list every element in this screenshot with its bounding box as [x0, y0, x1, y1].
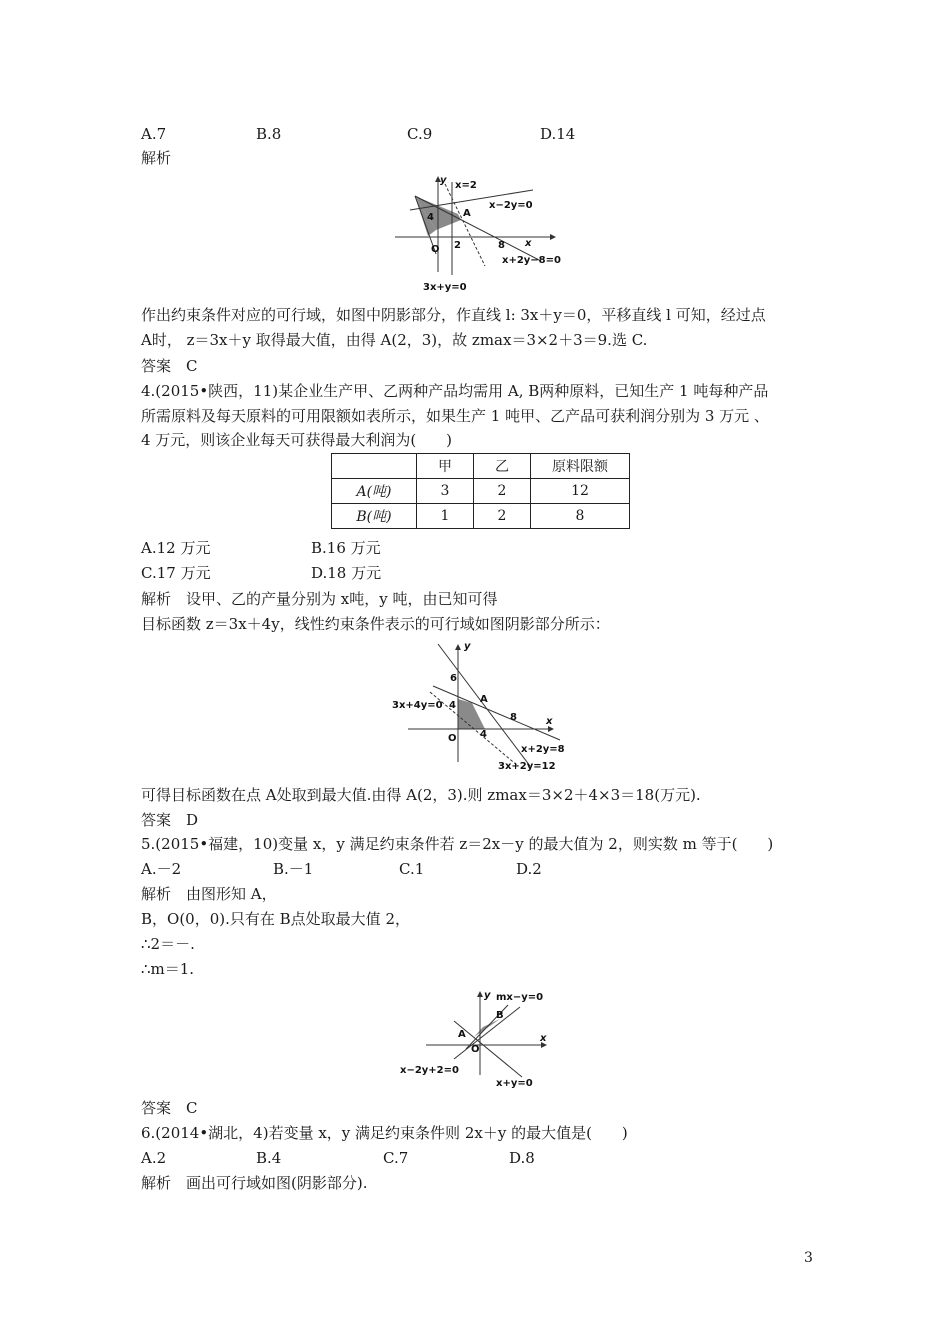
- q5-label-mxy0: mx−y=0: [496, 992, 544, 1003]
- q3-option-a: A.7: [141, 125, 167, 143]
- q5-label-o: O: [471, 1044, 480, 1055]
- table-header-cell: [332, 454, 417, 479]
- q3-label-x2y8: x+2y−8=0: [502, 255, 561, 266]
- q4-option-a: A.12 万元: [141, 539, 211, 557]
- q3-dashed-objective: [445, 184, 485, 266]
- q4-analysis-3: 可得目标函数在点 A处取到最大值.由得 A(2，3).则 zmax＝3×2＋4×3＝18(万元).: [141, 786, 701, 804]
- table-header-cell: 甲: [417, 454, 474, 479]
- table-header-cell: 乙: [474, 454, 531, 479]
- q6-option-a: A.2: [141, 1149, 167, 1167]
- q3-label-y: y: [440, 175, 447, 186]
- q5-analysis-4: ∴m＝1.: [141, 960, 195, 978]
- q3-figure: [385, 172, 575, 300]
- q3-label-o: O: [431, 244, 440, 255]
- table-row: [332, 454, 630, 479]
- q3-text-2: A时， z＝3x＋y 取得最大值，由得 A(2，3)，故 zmax＝3×2＋3＝9.选 C.: [141, 331, 648, 349]
- table-cell: B(吨): [332, 504, 417, 529]
- q5-answer: 答案 C: [141, 1099, 198, 1117]
- q5-label-a: A: [458, 1029, 466, 1040]
- table-row: [332, 479, 630, 504]
- q3-text-1: 作出约束条件对应的可行域，如图中阴影部分，作直线 l: 3x＋y＝0，平移直线 l 可知，经过点: [141, 306, 766, 324]
- q6-option-b: B.4: [256, 1149, 282, 1167]
- q5-option-d: D.2: [516, 860, 542, 878]
- q5-option-a: A.－2: [141, 860, 182, 878]
- q4-figure: [388, 638, 578, 782]
- q6-option-d: D.8: [509, 1149, 535, 1167]
- q3-label-8: 8: [498, 240, 505, 251]
- q5-analysis-3: ∴2＝－.: [141, 935, 195, 953]
- q6-analysis: 解析 画出可行域如图(阴影部分).: [141, 1174, 368, 1192]
- q5-label-xy0: x+y=0: [496, 1078, 533, 1089]
- q4-label-8: 8: [510, 712, 517, 723]
- q3-option-b: B.8: [256, 125, 282, 143]
- q4-stem-1: 4.(2015•陕西，11)某企业生产甲、乙两种产品均需用 A, B两种原料，已知生产 1 吨每种产品: [141, 382, 769, 400]
- q5-label-x: x: [540, 1033, 547, 1044]
- q5-y-arrow: [477, 991, 483, 997]
- q4-label-4y: 4: [449, 700, 456, 711]
- table-cell: 2: [474, 504, 531, 529]
- q5-label-b: B: [496, 1010, 504, 1021]
- q3-option-d: D.14: [540, 125, 576, 143]
- q5-label-y: y: [484, 990, 491, 1001]
- q4-line-x2y8: [433, 686, 560, 740]
- q3-analysis-label: 解析: [141, 149, 172, 167]
- q5-stem: 5.(2015•福建，10)变量 x，y 满足约束条件若 z＝2x－y 的最大值为 2，则实数 m 等于( ): [141, 835, 774, 853]
- q4-stem-2: 所需原料及每天原料的可用限额如表所示，如果生产 1 吨甲、乙产品可获利润分别为 3 万元 、: [141, 407, 769, 425]
- q4-analysis-1: 解析 设甲、乙的产量分别为 x吨，y 吨，由已知可得: [141, 590, 498, 608]
- q5-analysis-1: 解析 由图形知 A，: [141, 885, 277, 903]
- q4-label-3x2y12: 3x+2y=12: [498, 761, 556, 772]
- q4-label-o: O: [448, 733, 457, 744]
- q3-label-x2: x=2: [455, 180, 477, 191]
- page-number: 3: [804, 1250, 813, 1266]
- table-cell: 8: [531, 504, 630, 529]
- q4-option-c: C.17 万元: [141, 564, 211, 582]
- q5-option-b: B.－1: [273, 860, 314, 878]
- q4-option-b: B.16 万元: [311, 539, 381, 557]
- q4-y-arrow: [455, 644, 461, 650]
- q4-label-x2y8: x+2y=8: [521, 744, 565, 755]
- q4-label-3x4y0: 3x+4y=0: [392, 700, 443, 711]
- q5-analysis-2: B，O(0，0).只有在 B点处取最大值 2，: [141, 910, 410, 928]
- q6-stem: 6.(2014•湖北，4)若变量 x，y 满足约束条件则 2x＋y 的最大值是( ): [141, 1124, 628, 1142]
- table-header-cell: 原料限额: [531, 454, 630, 479]
- q6-option-c: C.7: [383, 1149, 409, 1167]
- table-cell: 12: [531, 479, 630, 504]
- q3-label-4: 4: [427, 212, 434, 223]
- q5-label-x2y20: x−2y+2=0: [400, 1065, 459, 1076]
- q3-answer: 答案 C: [141, 357, 198, 375]
- q3-label-a: A: [463, 208, 471, 219]
- q4-stem-3: 4 万元，则该企业每天可获得最大利润为( ): [141, 431, 453, 449]
- q5-figure: [398, 985, 568, 1097]
- q3-label-3xy0: 3x+y=0: [423, 282, 467, 293]
- table-cell: 2: [474, 479, 531, 504]
- q4-label-6: 6: [450, 673, 457, 684]
- q5-option-c: C.1: [399, 860, 425, 878]
- q3-label-x: x: [525, 238, 532, 249]
- q3-x-arrow: [550, 234, 556, 240]
- q3-label-x-2y0: x−2y=0: [489, 200, 533, 211]
- table-cell: 3: [417, 479, 474, 504]
- q5-feasible-region: [474, 1019, 500, 1037]
- q4-label-4x: 4: [480, 729, 487, 740]
- q3-option-c: C.9: [407, 125, 433, 143]
- q4-analysis-2: 目标函数 z＝3x＋4y，线性约束条件表示的可行域如图阴影部分所示：: [141, 615, 610, 633]
- q3-label-2: 2: [454, 240, 461, 251]
- q4-option-d: D.18 万元: [311, 564, 382, 582]
- table-cell: 1: [417, 504, 474, 529]
- q4-table: [331, 453, 630, 529]
- q4-label-y: y: [464, 641, 471, 652]
- q4-answer: 答案 D: [141, 811, 199, 829]
- q4-label-x: x: [546, 716, 553, 727]
- table-cell: A(吨): [332, 479, 417, 504]
- q4-label-a: A: [480, 694, 488, 705]
- table-row: [332, 504, 630, 529]
